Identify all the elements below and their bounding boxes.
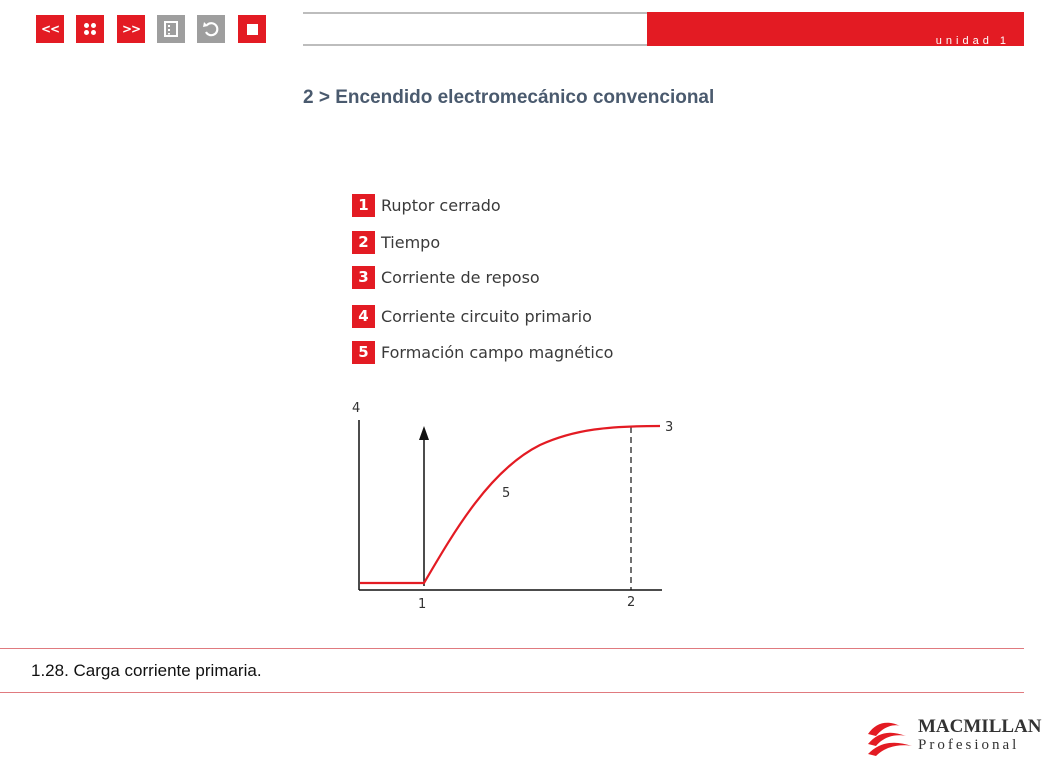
legend-text: Corriente circuito primario <box>381 306 592 326</box>
x-label-1: 1 <box>418 597 427 612</box>
legend-text: Corriente de reposo <box>381 267 540 287</box>
back-button[interactable] <box>197 15 225 43</box>
header-bar <box>647 12 1024 46</box>
caption-rule-bottom <box>0 692 1024 693</box>
legend-number: 2 <box>352 231 375 254</box>
unit-label: unidad 1 <box>935 35 1010 47</box>
index-button[interactable] <box>157 15 185 43</box>
previous-button[interactable] <box>36 15 64 43</box>
legend-text: Formación campo magnético <box>381 342 614 362</box>
legend-number: 1 <box>352 194 375 217</box>
legend-number: 4 <box>352 305 375 328</box>
legend-item <box>352 230 440 254</box>
header-rule <box>303 12 647 46</box>
index-icon <box>162 20 180 38</box>
legend-number: 5 <box>352 341 375 364</box>
stop-button[interactable] <box>238 15 266 43</box>
next-button[interactable] <box>117 15 145 43</box>
previous-label: << <box>40 22 60 36</box>
legend-item <box>352 265 540 289</box>
caption-rule-top <box>0 648 1024 649</box>
legend-text: Tiempo <box>381 232 441 252</box>
curve-label: 5 <box>502 486 511 501</box>
stop-icon <box>247 24 258 35</box>
y-axis-label: 4 <box>352 401 361 416</box>
legend-item <box>352 304 592 328</box>
next-label: >> <box>121 22 141 36</box>
legend-number: 3 <box>352 266 375 289</box>
logo-title: MACMILLAN <box>918 716 1042 737</box>
macmillan-logo-icon <box>866 714 914 756</box>
dice-icon <box>76 15 104 43</box>
steady-label: 3 <box>665 420 674 435</box>
logo-subtitle: Profesional <box>918 737 1020 753</box>
current-curve <box>360 426 660 583</box>
figure-caption: 1.28. Carga corriente primaria. <box>31 661 262 680</box>
page-title: 2 > Encendido electromecánico convencional <box>303 87 715 108</box>
menu-button[interactable] <box>76 15 104 43</box>
undo-icon <box>201 19 221 39</box>
arrow-head <box>419 426 429 440</box>
legend-item <box>352 193 501 217</box>
legend-item <box>352 340 613 364</box>
x-label-2: 2 <box>627 595 636 610</box>
legend-text: Ruptor cerrado <box>381 195 501 215</box>
